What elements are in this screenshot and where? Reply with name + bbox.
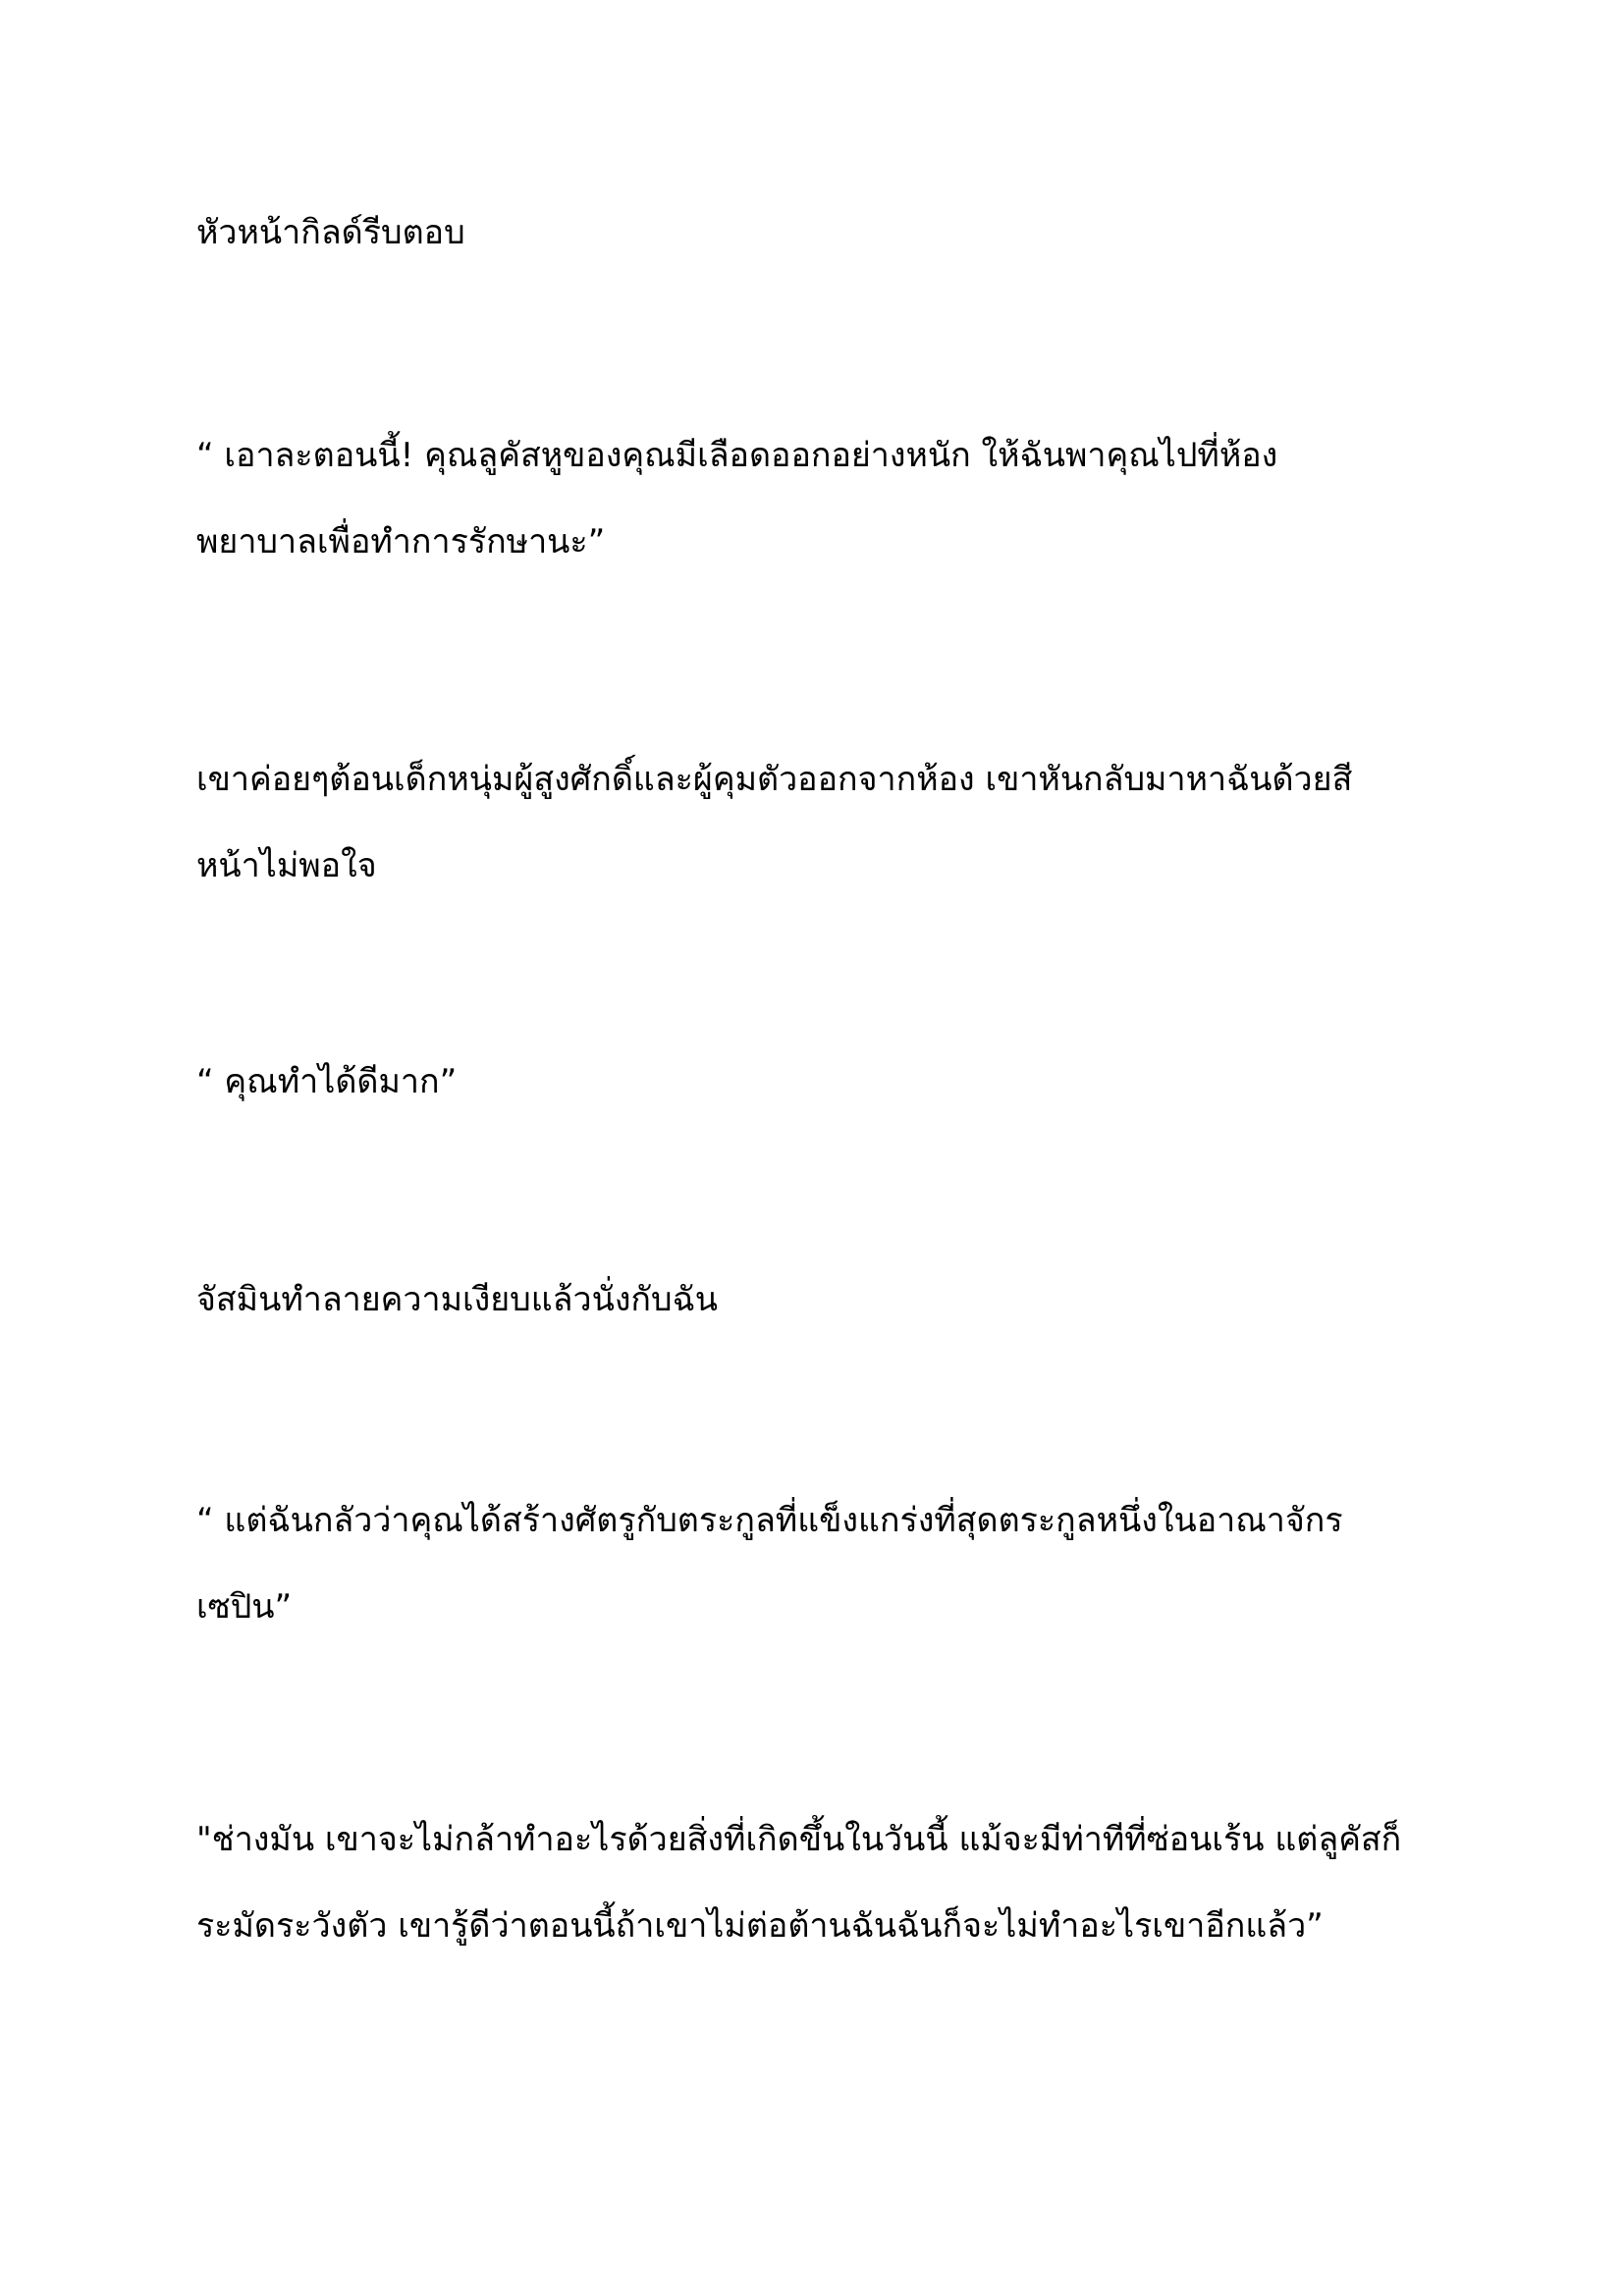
paragraph-dialogue-enemy-clan: “ แต่ฉันกลัวว่าคุณได้สร้างศัตรูกับตระกูลที่แข็งแกร่งที่สุดตระกูลหนึ่งในอาณาจักร เซปิน” — [196, 1501, 1343, 1627]
paragraph-narration-guild-master: หัวหน้ากิลด์รีบตอบ — [196, 213, 465, 252]
paragraph-narration-escort: เขาค่อยๆต้อนเด็กหนุ่มผู้สูงศักดิ์และผู้คุมตัวออกจากห้อง เขาหันกลับมาหาฉันด้วยสี หน้าไม่พอใจ — [196, 760, 1353, 885]
paragraph-dialogue-infirmary: “ เอาละตอนนี้! คุณลูคัสหูของคุณมีเลือดออกอย่างหนัก ให้ฉันพาคุณไปที่ห้อง พยาบาลเพื่อทำการรักษานะ” — [196, 436, 1278, 561]
paragraph-narration-jasmine: จัสมินทำลายความเงียบแล้วนั่งกับฉัน — [196, 1280, 719, 1319]
paragraph-dialogue-never-mind: "ช่างมัน เขาจะไม่กล้าทำอะไรด้วยสิ่งที่เกิดขึ้นในวันนี้ แม้จะมีท่าทีที่ซ่อนเร้น แต่ลูคัสก็ ระมัดระวังตัว เขารู้ดีว่าตอนนี้ถ้าเขาไม่ต่อต้านฉันฉันก็จะไม่ทำอะไรเขาอีกแล้ว” — [196, 1820, 1402, 1946]
paragraph-dialogue-well-done: “ คุณทำได้ดีมาก” — [196, 1062, 458, 1101]
